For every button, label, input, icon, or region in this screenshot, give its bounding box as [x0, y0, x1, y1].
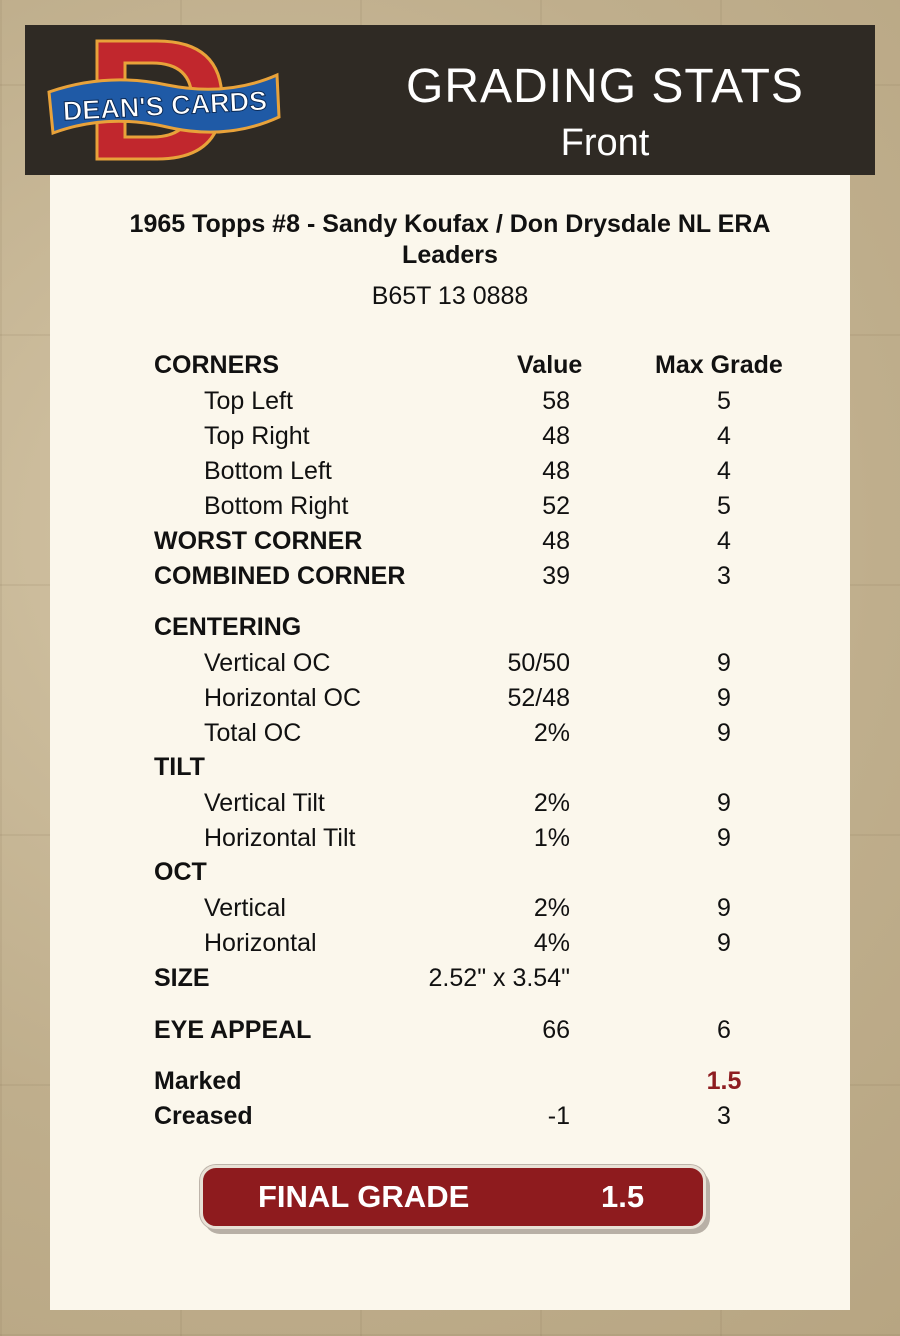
- row-label: Vertical: [204, 894, 286, 922]
- table-row: [50, 822, 850, 854]
- cert-number: B65T 13 0888: [371, 282, 529, 310]
- eye-appeal-row: [50, 1014, 850, 1046]
- row-value: 48: [542, 422, 570, 450]
- row-value: 52: [542, 492, 570, 520]
- row-label: COMBINED CORNER: [154, 562, 406, 590]
- tilt-header-row: [50, 751, 850, 783]
- row-value: 2%: [533, 894, 570, 922]
- header-bar: [25, 25, 875, 175]
- row-value: 1%: [533, 824, 570, 852]
- row-label: Top Right: [204, 422, 310, 450]
- row-max: 5: [717, 387, 731, 415]
- row-value: 52/48: [507, 684, 570, 712]
- page-title: GRADING STATS: [406, 60, 804, 113]
- table-row: [50, 927, 850, 959]
- corners-label: CORNERS: [154, 351, 280, 379]
- row-max: 9: [717, 929, 731, 957]
- corners-header-row: [50, 349, 850, 381]
- logo-text: DEAN'S CARDS: [62, 85, 268, 127]
- row-value: 48: [542, 457, 570, 485]
- page-subtitle: Front: [560, 122, 650, 164]
- table-row: [50, 385, 850, 417]
- row-value: 39: [542, 562, 570, 590]
- row-max: 9: [717, 789, 731, 817]
- row-value: 66: [542, 1016, 570, 1044]
- size-row: [50, 962, 850, 994]
- row-max: 1.5: [706, 1067, 742, 1095]
- oct-header-row: [50, 856, 850, 888]
- row-value: 2.52" x 3.54": [428, 964, 570, 992]
- row-label: Vertical Tilt: [204, 789, 325, 817]
- marked-row: [50, 1065, 850, 1097]
- row-max: 9: [717, 719, 731, 747]
- row-max: 4: [717, 527, 731, 555]
- row-max: 9: [717, 824, 731, 852]
- row-label: Vertical OC: [204, 649, 331, 677]
- table-row: [50, 682, 850, 714]
- row-label: Bottom Left: [204, 457, 332, 485]
- row-value: 58: [542, 387, 570, 415]
- centering-header-row: [50, 611, 850, 643]
- max-grade-column-header: Max Grade: [655, 351, 783, 379]
- row-max: 4: [717, 422, 731, 450]
- row-label: Top Left: [204, 387, 293, 415]
- row-label: Horizontal Tilt: [204, 824, 356, 852]
- row-label: SIZE: [154, 964, 210, 992]
- table-row: [50, 490, 850, 522]
- row-label: Horizontal: [204, 929, 317, 957]
- row-value: 4%: [533, 929, 570, 957]
- row-label: Marked: [154, 1067, 242, 1095]
- table-row: [50, 717, 850, 749]
- final-grade-label: FINAL GRADE: [258, 1179, 470, 1214]
- row-label: WORST CORNER: [154, 527, 363, 555]
- row-value: -1: [547, 1102, 570, 1130]
- final-grade-badge: [200, 1165, 706, 1229]
- final-grade-value: 1.5: [601, 1179, 645, 1214]
- row-max: 5: [717, 492, 731, 520]
- row-max: 6: [717, 1016, 731, 1044]
- combined-corner-row: [50, 560, 850, 592]
- table-row: [50, 455, 850, 487]
- centering-label: CENTERING: [154, 613, 302, 641]
- row-max: 4: [717, 457, 731, 485]
- card-title: 1965 Topps #8 - Sandy Koufax / Don Drysdale NL ERA Leaders: [129, 210, 771, 269]
- row-max: 3: [717, 1102, 731, 1130]
- row-max: 9: [717, 649, 731, 677]
- row-label: Bottom Right: [204, 492, 349, 520]
- row-value: 50/50: [507, 649, 570, 677]
- row-max: 9: [717, 894, 731, 922]
- creased-row: [50, 1100, 850, 1132]
- row-value: 2%: [533, 789, 570, 817]
- value-column-header: Value: [517, 351, 583, 379]
- row-value: 2%: [533, 719, 570, 747]
- grading-panel: [50, 175, 850, 1310]
- table-row: [50, 892, 850, 924]
- row-label: Total OC: [204, 719, 302, 747]
- worst-corner-row: [50, 525, 850, 557]
- deans-cards-logo: [47, 37, 283, 163]
- oct-label: OCT: [154, 858, 207, 886]
- row-max: 3: [717, 562, 731, 590]
- tilt-label: TILT: [154, 753, 205, 781]
- row-label: Horizontal OC: [204, 684, 361, 712]
- table-row: [50, 647, 850, 679]
- row-value: 48: [542, 527, 570, 555]
- table-row: [50, 420, 850, 452]
- row-max: 9: [717, 684, 731, 712]
- row-label: EYE APPEAL: [154, 1016, 312, 1044]
- row-label: Creased: [154, 1102, 253, 1130]
- table-row: [50, 787, 850, 819]
